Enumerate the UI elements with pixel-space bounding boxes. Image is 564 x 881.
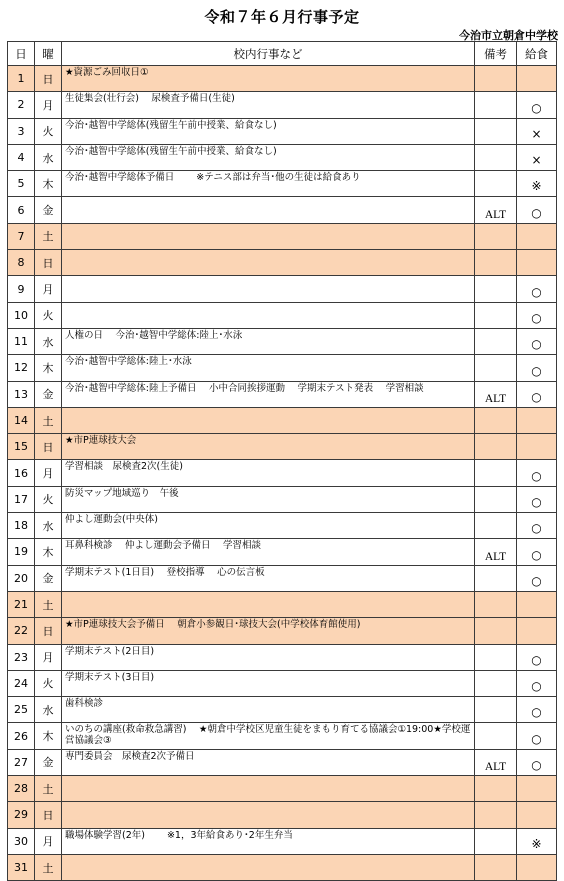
event-cell: 今治･越智中学総体(残留生午前中授業、給食なし): [62, 118, 475, 144]
note-cell: [475, 144, 517, 170]
day-cell: 9: [8, 276, 35, 302]
note-cell: [475, 250, 517, 276]
event-cell: ★市P連球技大会予備日 朝倉小参観日･球技大会(中学校体育館使用): [62, 618, 475, 644]
event-cell: 今治･越智中学総体:陸上･水泳: [62, 355, 475, 381]
schedule-body: [8, 66, 557, 881]
note-cell: [475, 302, 517, 328]
weekday-cell: 木: [35, 355, 62, 381]
table-row: [8, 460, 557, 486]
lunch-cell: [517, 434, 557, 460]
lunch-cell: ×: [517, 144, 557, 170]
table-row: [8, 697, 557, 723]
event-cell: ★資源ごみ回収日①: [62, 66, 475, 92]
note-cell: [475, 591, 517, 617]
lunch-cell: ※: [517, 828, 557, 854]
event-cell: 学期末テスト(3日目): [62, 670, 475, 696]
note-cell: [475, 460, 517, 486]
weekday-cell: 土: [35, 223, 62, 249]
table-row: [8, 118, 557, 144]
weekday-cell: 月: [35, 644, 62, 670]
note-cell: [475, 776, 517, 802]
lunch-cell: ○: [517, 355, 557, 381]
lunch-cell: [517, 250, 557, 276]
day-cell: 6: [8, 197, 35, 223]
note-cell: [475, 828, 517, 854]
lunch-cell: [517, 407, 557, 433]
note-cell: [475, 171, 517, 197]
header-day: 日: [8, 42, 35, 66]
lunch-cell: ○: [517, 644, 557, 670]
lunch-cell: ○: [517, 697, 557, 723]
event-cell: 生徒集会(壮行会) 尿検査予備日(生徒): [62, 92, 475, 118]
note-cell: [475, 276, 517, 302]
day-cell: 14: [8, 407, 35, 433]
table-row: [8, 723, 557, 749]
table-row: [8, 854, 557, 880]
note-cell: ALT: [475, 539, 517, 565]
lunch-cell: ○: [517, 328, 557, 354]
lunch-cell: [517, 591, 557, 617]
header-weekday: 曜: [35, 42, 62, 66]
weekday-cell: 木: [35, 723, 62, 749]
day-cell: 31: [8, 854, 35, 880]
lunch-cell: ○: [517, 276, 557, 302]
table-row: [8, 539, 557, 565]
note-cell: [475, 670, 517, 696]
lunch-cell: ○: [517, 513, 557, 539]
page-title: 令和７年６月行事予定: [204, 8, 360, 26]
table-row: [8, 328, 557, 354]
weekday-cell: 日: [35, 434, 62, 460]
table-row: [8, 591, 557, 617]
weekday-cell: 土: [35, 776, 62, 802]
table-row: [8, 749, 557, 775]
lunch-cell: ○: [517, 92, 557, 118]
event-cell: [62, 776, 475, 802]
header-notes: 備考: [475, 42, 517, 66]
event-cell: [62, 197, 475, 223]
weekday-cell: 水: [35, 513, 62, 539]
table-row: [8, 92, 557, 118]
note-cell: [475, 355, 517, 381]
day-cell: 24: [8, 670, 35, 696]
table-row: [8, 407, 557, 433]
lunch-cell: [517, 66, 557, 92]
weekday-cell: 木: [35, 539, 62, 565]
weekday-cell: 月: [35, 276, 62, 302]
event-cell: [62, 276, 475, 302]
day-cell: 3: [8, 118, 35, 144]
event-cell: 今治･越智中学総体:陸上予備日 小中合同挨拶運動 学期末テスト発表 学習相談: [62, 381, 475, 407]
day-cell: 11: [8, 328, 35, 354]
event-cell: 防災マップ地域巡り 午後: [62, 486, 475, 512]
event-cell: 今治･越智中学総体(残留生午前中授業、給食なし): [62, 144, 475, 170]
weekday-cell: 火: [35, 302, 62, 328]
table-row: [8, 565, 557, 591]
table-row: [8, 171, 557, 197]
lunch-cell: [517, 776, 557, 802]
table-row: [8, 197, 557, 223]
lunch-cell: [517, 223, 557, 249]
lunch-cell: ○: [517, 381, 557, 407]
schedule-table: [7, 41, 557, 881]
event-cell: [62, 223, 475, 249]
table-row: [8, 434, 557, 460]
day-cell: 15: [8, 434, 35, 460]
day-cell: 5: [8, 171, 35, 197]
weekday-cell: 火: [35, 486, 62, 512]
weekday-cell: 金: [35, 565, 62, 591]
day-cell: 30: [8, 828, 35, 854]
event-cell: 学期末テスト(2日目): [62, 644, 475, 670]
note-cell: [475, 565, 517, 591]
weekday-cell: 日: [35, 618, 62, 644]
event-cell: [62, 250, 475, 276]
table-row: [8, 644, 557, 670]
day-cell: 2: [8, 92, 35, 118]
event-cell: 学習相談 尿検査2次(生徒): [62, 460, 475, 486]
note-cell: [475, 328, 517, 354]
table-row: [8, 223, 557, 249]
lunch-cell: [517, 802, 557, 828]
note-cell: [475, 66, 517, 92]
note-cell: [475, 486, 517, 512]
table-row: [8, 250, 557, 276]
header-row: [8, 42, 557, 66]
event-cell: [62, 302, 475, 328]
table-row: [8, 828, 557, 854]
note-cell: [475, 513, 517, 539]
note-cell: [475, 618, 517, 644]
table-row: [8, 381, 557, 407]
event-cell: いのちの講座(救命救急講習) ★朝倉中学校区児童生徒をまもり育てる協議会①19:00★学校運営協議会③: [62, 723, 475, 749]
weekday-cell: 土: [35, 854, 62, 880]
day-cell: 19: [8, 539, 35, 565]
note-cell: [475, 434, 517, 460]
lunch-cell: ○: [517, 460, 557, 486]
lunch-cell: ○: [517, 749, 557, 775]
note-cell: ALT: [475, 381, 517, 407]
table-row: [8, 355, 557, 381]
weekday-cell: 日: [35, 250, 62, 276]
event-cell: [62, 854, 475, 880]
weekday-cell: 日: [35, 802, 62, 828]
table-row: [8, 802, 557, 828]
event-cell: 耳鼻科検診 仲よし運動会予備日 学習相談: [62, 539, 475, 565]
note-cell: [475, 92, 517, 118]
day-cell: 28: [8, 776, 35, 802]
day-cell: 20: [8, 565, 35, 591]
note-cell: [475, 697, 517, 723]
header-events: 校内行事など: [62, 42, 475, 66]
note-cell: ALT: [475, 197, 517, 223]
day-cell: 10: [8, 302, 35, 328]
event-cell: 今治･越智中学総体予備日 ※テニス部は弁当･他の生徒は給食あり: [62, 171, 475, 197]
note-cell: [475, 118, 517, 144]
weekday-cell: 水: [35, 697, 62, 723]
day-cell: 1: [8, 66, 35, 92]
event-cell: 職場体験学習(2年) ※1，3年給食あり･2年生弁当: [62, 828, 475, 854]
weekday-cell: 月: [35, 92, 62, 118]
lunch-cell: [517, 618, 557, 644]
day-cell: 21: [8, 591, 35, 617]
weekday-cell: 土: [35, 591, 62, 617]
lunch-cell: [517, 854, 557, 880]
day-cell: 29: [8, 802, 35, 828]
note-cell: [475, 854, 517, 880]
table-row: [8, 66, 557, 92]
weekday-cell: 月: [35, 460, 62, 486]
weekday-cell: 水: [35, 144, 62, 170]
lunch-cell: ○: [517, 486, 557, 512]
event-cell: 人権の日 今治･越智中学総体:陸上･水泳: [62, 328, 475, 354]
note-cell: [475, 407, 517, 433]
school-name: 今治市立朝倉中学校: [459, 29, 558, 42]
day-cell: 7: [8, 223, 35, 249]
table-row: [8, 670, 557, 696]
weekday-cell: 金: [35, 381, 62, 407]
event-cell: ★市P連球技大会: [62, 434, 475, 460]
day-cell: 26: [8, 723, 35, 749]
event-cell: 学期末テスト(1日目) 登校指導 心の伝言板: [62, 565, 475, 591]
day-cell: 8: [8, 250, 35, 276]
table-row: [8, 776, 557, 802]
lunch-cell: ○: [517, 723, 557, 749]
weekday-cell: 金: [35, 749, 62, 775]
table-row: [8, 513, 557, 539]
event-cell: 専門委員会 尿検査2次予備日: [62, 749, 475, 775]
lunch-cell: ※: [517, 171, 557, 197]
day-cell: 25: [8, 697, 35, 723]
event-cell: 仲よし運動会(中央体): [62, 513, 475, 539]
weekday-cell: 水: [35, 328, 62, 354]
day-cell: 27: [8, 749, 35, 775]
lunch-cell: ×: [517, 118, 557, 144]
header-lunch: 給食: [517, 42, 557, 66]
note-cell: ALT: [475, 749, 517, 775]
day-cell: 13: [8, 381, 35, 407]
weekday-cell: 月: [35, 828, 62, 854]
note-cell: [475, 223, 517, 249]
event-cell: [62, 407, 475, 433]
table-row: [8, 486, 557, 512]
note-cell: [475, 802, 517, 828]
weekday-cell: 火: [35, 118, 62, 144]
event-cell: [62, 591, 475, 617]
event-cell: [62, 802, 475, 828]
table-row: [8, 276, 557, 302]
weekday-cell: 日: [35, 66, 62, 92]
lunch-cell: ○: [517, 302, 557, 328]
table-row: [8, 618, 557, 644]
event-cell: 歯科検診: [62, 697, 475, 723]
lunch-cell: ○: [517, 565, 557, 591]
lunch-cell: ○: [517, 197, 557, 223]
day-cell: 12: [8, 355, 35, 381]
day-cell: 22: [8, 618, 35, 644]
weekday-cell: 木: [35, 171, 62, 197]
weekday-cell: 土: [35, 407, 62, 433]
day-cell: 23: [8, 644, 35, 670]
lunch-cell: ○: [517, 539, 557, 565]
lunch-cell: ○: [517, 670, 557, 696]
table-row: [8, 302, 557, 328]
weekday-cell: 金: [35, 197, 62, 223]
day-cell: 4: [8, 144, 35, 170]
table-row: [8, 144, 557, 170]
note-cell: [475, 644, 517, 670]
weekday-cell: 火: [35, 670, 62, 696]
day-cell: 16: [8, 460, 35, 486]
note-cell: [475, 723, 517, 749]
day-cell: 17: [8, 486, 35, 512]
day-cell: 18: [8, 513, 35, 539]
